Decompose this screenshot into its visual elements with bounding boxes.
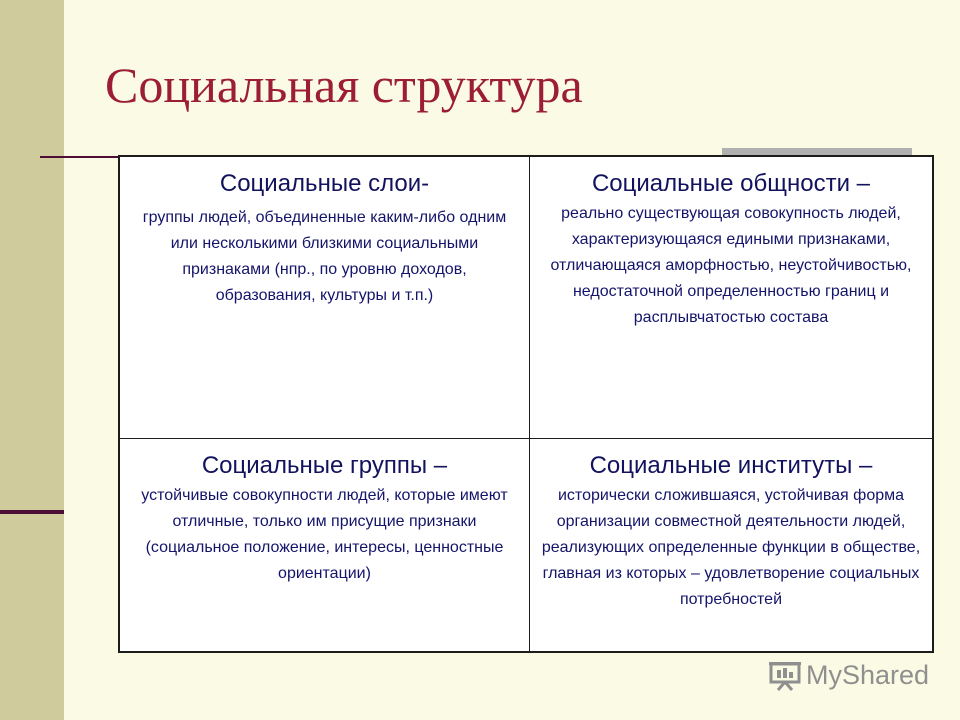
decorative-divider-title bbox=[40, 156, 120, 158]
cell-heading: Социальные группы bbox=[201, 452, 428, 479]
slide-title: Социальная структура bbox=[105, 57, 583, 113]
cell-body: исторически сложившаяся, устойчивая форма организации совместной деятельности людей, реализующих определенные функции в обществе, главная из которых – удовлетворение социальных потребностей bbox=[541, 487, 921, 608]
watermark-text: MyShared bbox=[806, 660, 930, 690]
decorative-side-bar bbox=[0, 0, 64, 720]
cell-body: устойчивые совокупности людей, которые имеют отличные, только им присущие признаки (социальное положение, интересы, ценностные ориентации) bbox=[141, 487, 508, 582]
cell-body: реально существующая совокупность людей, характеризующаяся едиными признаками, отличающаяся аморфностью, неустойчивостью, недостаточной определенностью границ и расплывчатостью состава bbox=[550, 205, 912, 326]
cell-heading: Социальные слои- bbox=[219, 170, 430, 197]
cell-heading-dash: – bbox=[852, 452, 873, 479]
table-cell-social-communities bbox=[530, 157, 932, 439]
cell-heading-dash: – bbox=[850, 170, 871, 197]
decorative-divider-left bbox=[0, 510, 64, 514]
cell-heading: Социальные общности bbox=[591, 170, 851, 197]
watermark-logo bbox=[768, 660, 929, 691]
table-cell-social-institutions bbox=[530, 439, 932, 651]
table-cell-social-strata bbox=[120, 157, 530, 439]
cell-heading: Социальные институты bbox=[589, 452, 853, 479]
cell-body: группы людей, объединенные каким-либо одним или несколькими близкими социальными признаками (нпр., по уровню доходов, образования, культуры и т.п.) bbox=[142, 209, 507, 304]
table-cell-social-groups bbox=[120, 439, 530, 651]
structure-table bbox=[118, 155, 934, 653]
presentation-board-icon bbox=[768, 661, 802, 691]
cell-heading-dash: – bbox=[427, 452, 448, 479]
